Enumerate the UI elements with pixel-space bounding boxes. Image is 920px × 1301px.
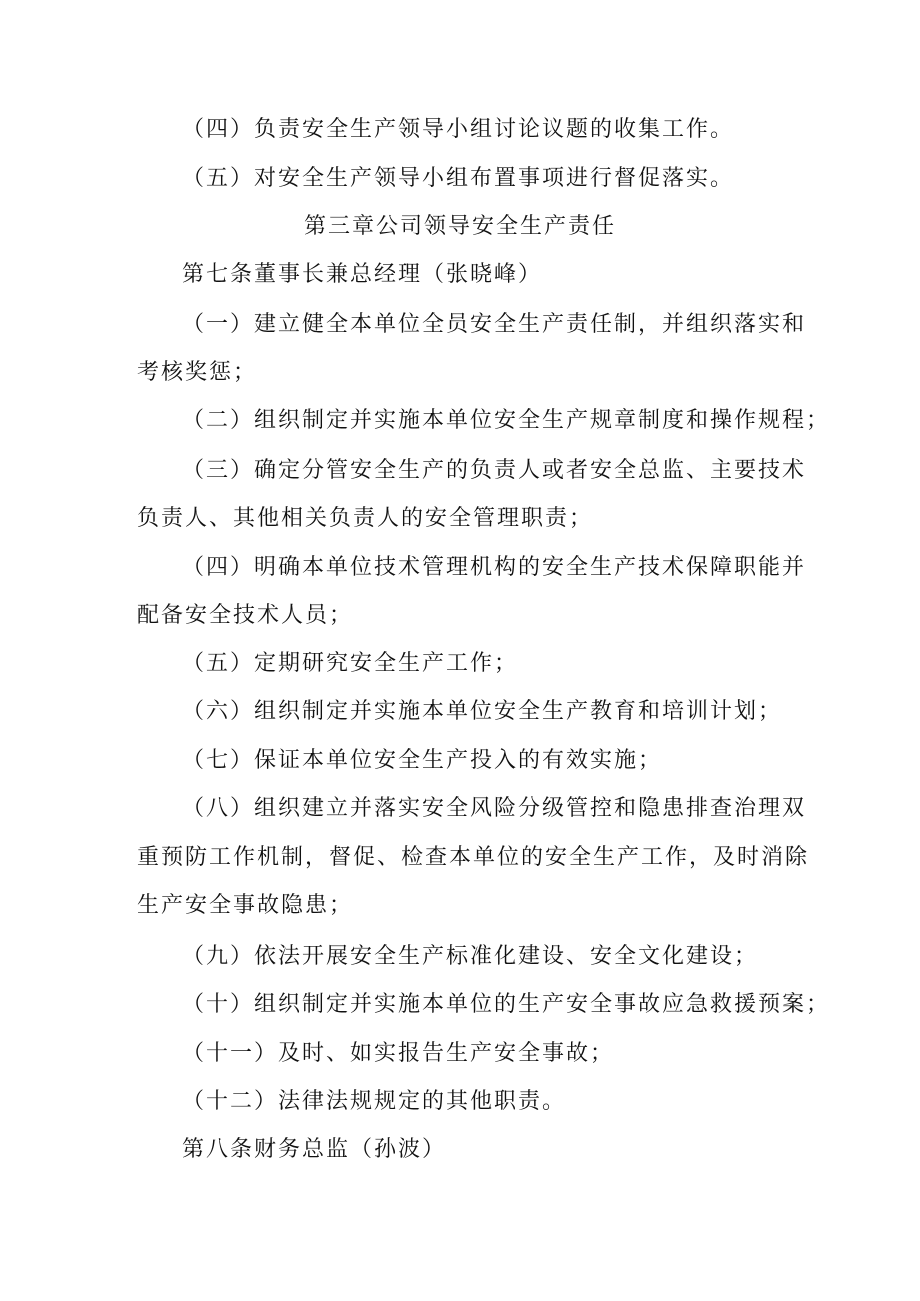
article-7-item-8-cont-2: 生产安全事故隐患； [137, 893, 354, 918]
chapter-heading: 第三章公司领导安全生产责任 [303, 214, 616, 239]
article-7-item-1-cont: 考核奖惩； [137, 360, 258, 385]
article-7-heading: 第七条董事长兼总经理（张晓峰） [182, 262, 543, 287]
article-8-heading: 第八条财务总监（孙波） [182, 1137, 447, 1162]
article-7-item-4: （四）明确本单位技术管理机构的安全生产技术保障职能并 [182, 555, 807, 580]
article-7-item-3: （三）确定分管安全生产的负责人或者安全总监、主要技术 [182, 458, 807, 483]
article-7-item-1: （一）建立健全本单位全员安全生产责任制，并组织落实和 [182, 312, 807, 337]
article-7-item-2: （二）组织制定并实施本单位安全生产规章制度和操作规程； [182, 408, 831, 433]
article-7-item-9: （九）依法开展安全生产标准化建设、安全文化建设； [182, 944, 759, 969]
article-7-item-5: （五）定期研究安全生产工作； [182, 651, 519, 676]
article-7-item-6: （六）组织制定并实施本单位安全生产教育和培训计划； [182, 699, 783, 724]
article-7-item-8-cont-1: 重预防工作机制，督促、检查本单位的安全生产工作，及时消除 [137, 845, 810, 870]
paragraph-duty-4: （四）负责安全生产领导小组讨论议题的收集工作。 [182, 117, 735, 142]
article-7-item-7: （七）保证本单位安全生产投入的有效实施； [182, 748, 663, 773]
article-7-item-12: （十二）法律法规规定的其他职责。 [182, 1089, 567, 1114]
article-7-item-11: （十一）及时、如实报告生产安全事故； [182, 1041, 615, 1066]
article-7-item-8: （八）组织建立并落实安全风险分级管控和隐患排查治理双 [182, 796, 807, 821]
article-7-item-4-cont: 配备安全技术人员； [137, 603, 354, 628]
paragraph-duty-5: （五）对安全生产领导小组布置事项进行督促落实。 [182, 166, 735, 191]
article-7-item-3-cont: 负责人、其他相关负责人的安全管理职责； [137, 506, 594, 531]
article-7-item-10: （十）组织制定并实施本单位的生产安全事故应急救援预案； [182, 992, 831, 1017]
